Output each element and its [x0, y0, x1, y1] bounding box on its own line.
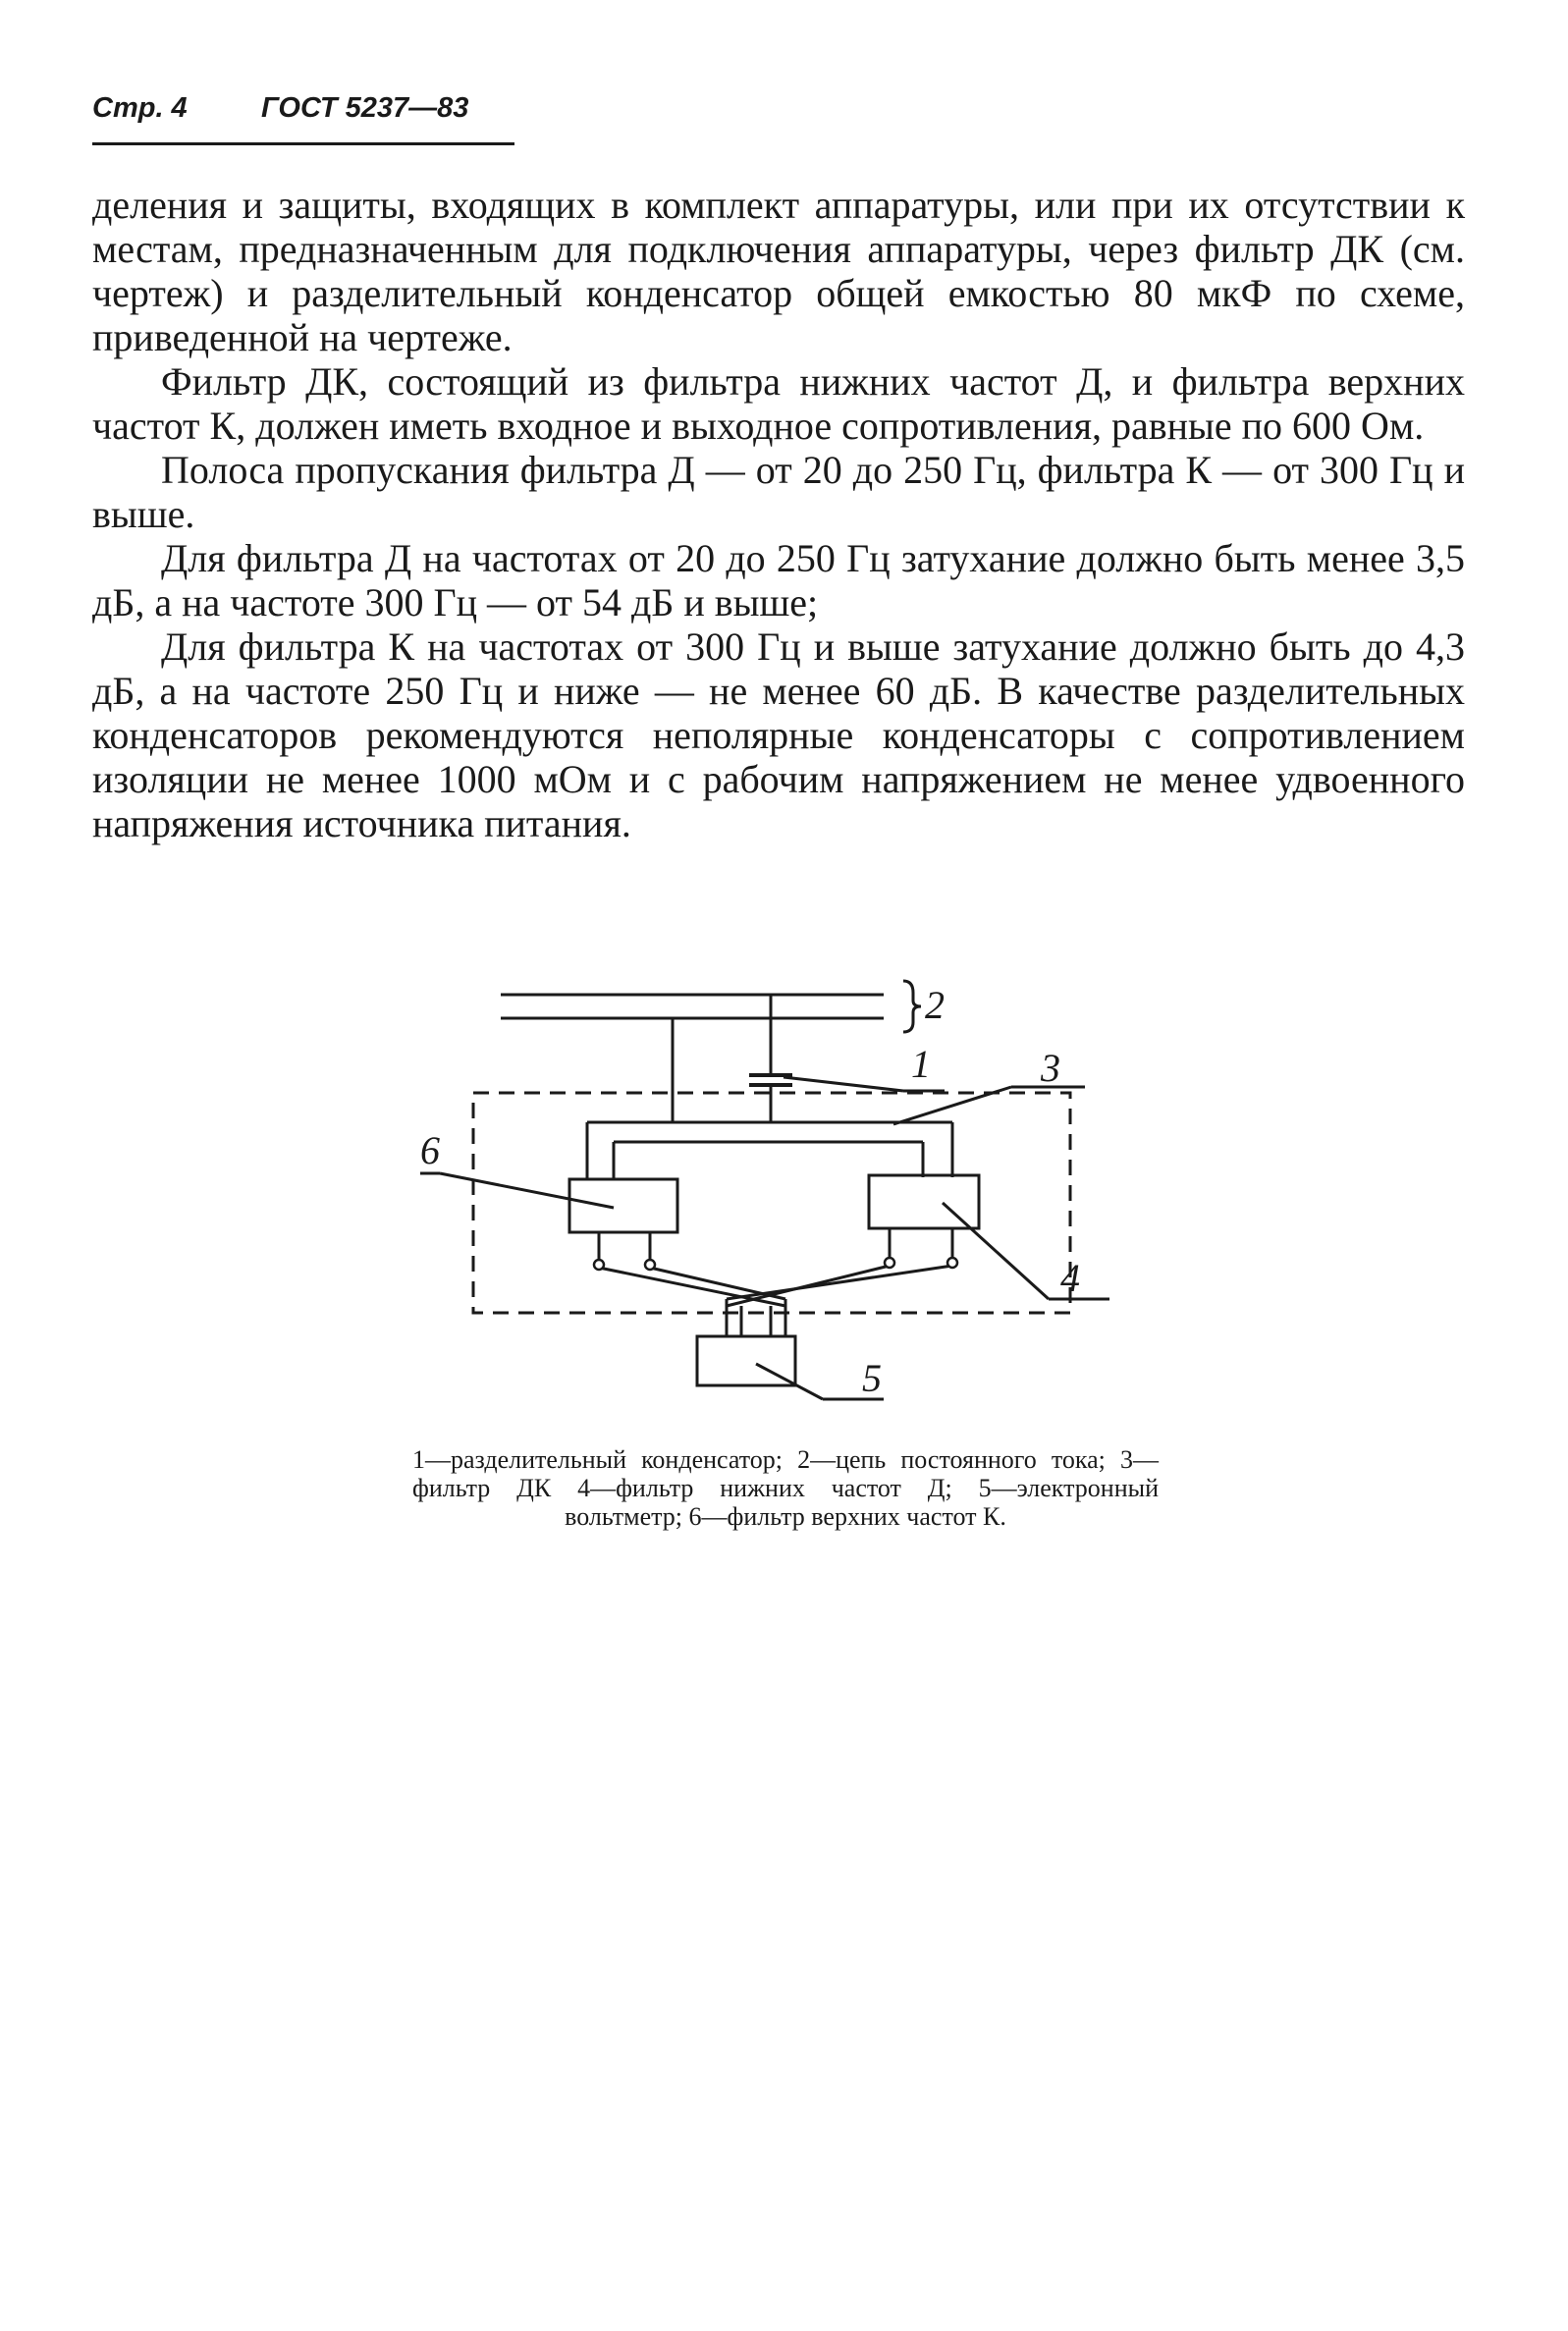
page-header	[92, 86, 514, 145]
label-5: 5	[862, 1356, 882, 1400]
label-4: 4	[1060, 1256, 1080, 1300]
leader-4	[943, 1203, 1049, 1299]
paragraph-4: Для фильтра Д на частотах от 20 до 250 Гц затухание должно быть менее 3,5 дБ, а на частоте 300 Гц — от 54 дБ и выше;	[92, 536, 1465, 624]
paragraph-5: Для фильтра К на частотах от 300 Гц и выше затухание должно быть до 4,3 дБ, а на частоте 250 Гц и ниже — не менее 60 дБ. В качестве разделительных конденсаторов рекомендуются неполярные конденсаторы с сопротивлением изоляции не менее 1000 мОм и с рабочим напряжением не менее удвоенного напряжения источника питания.	[92, 624, 1465, 845]
leader-5	[756, 1364, 823, 1399]
leader-1	[784, 1077, 903, 1091]
terminal-1	[594, 1260, 604, 1270]
header-rule	[92, 142, 514, 145]
page-label: Стр. 4	[92, 92, 188, 124]
standard-id: ГОСТ 5237—83	[261, 92, 469, 124]
brace-2	[903, 981, 921, 1032]
paragraph-3: Полоса пропускания фильтра Д — от 20 до 250 Гц, фильтра К — от 300 Гц и выше.	[92, 448, 1465, 536]
circuit-diagram	[393, 967, 1178, 1409]
figure-caption: 1—разделительный конденсатор; 2—цепь постоянного тока; 3—фильтр ДК 4—фильтр нижних частот Д; 5—электронный вольтметр; 6—фильтр верхних частот К.	[412, 1445, 1159, 1531]
filter-high-pass-k	[569, 1179, 677, 1232]
paragraph-2: Фильтр ДК, состоящий из фильтра нижних частот Д, и фильтра верхних частот К, должен иметь входное и выходное сопротивления, равные по 600 Ом.	[92, 359, 1465, 448]
terminal-2	[645, 1260, 655, 1270]
paragraph-1: деления и защиты, входящих в комплект аппаратуры, или при их отсутствии к местам, предназначенным для подключения аппаратуры, через фильтр ДК (см. чертеж) и разделительный конденсатор общей емкостью 80 мкФ по схеме, приведенной на чертеже.	[92, 183, 1465, 359]
body-text	[92, 183, 1465, 845]
label-2: 2	[925, 983, 945, 1027]
terminal-4	[947, 1258, 957, 1268]
terminal-3	[885, 1258, 894, 1268]
circuit-svg	[393, 967, 1178, 1409]
label-3: 3	[1041, 1046, 1060, 1090]
label-6: 6	[420, 1128, 440, 1172]
label-1: 1	[911, 1042, 931, 1086]
filter-box-dk	[473, 1093, 1070, 1313]
